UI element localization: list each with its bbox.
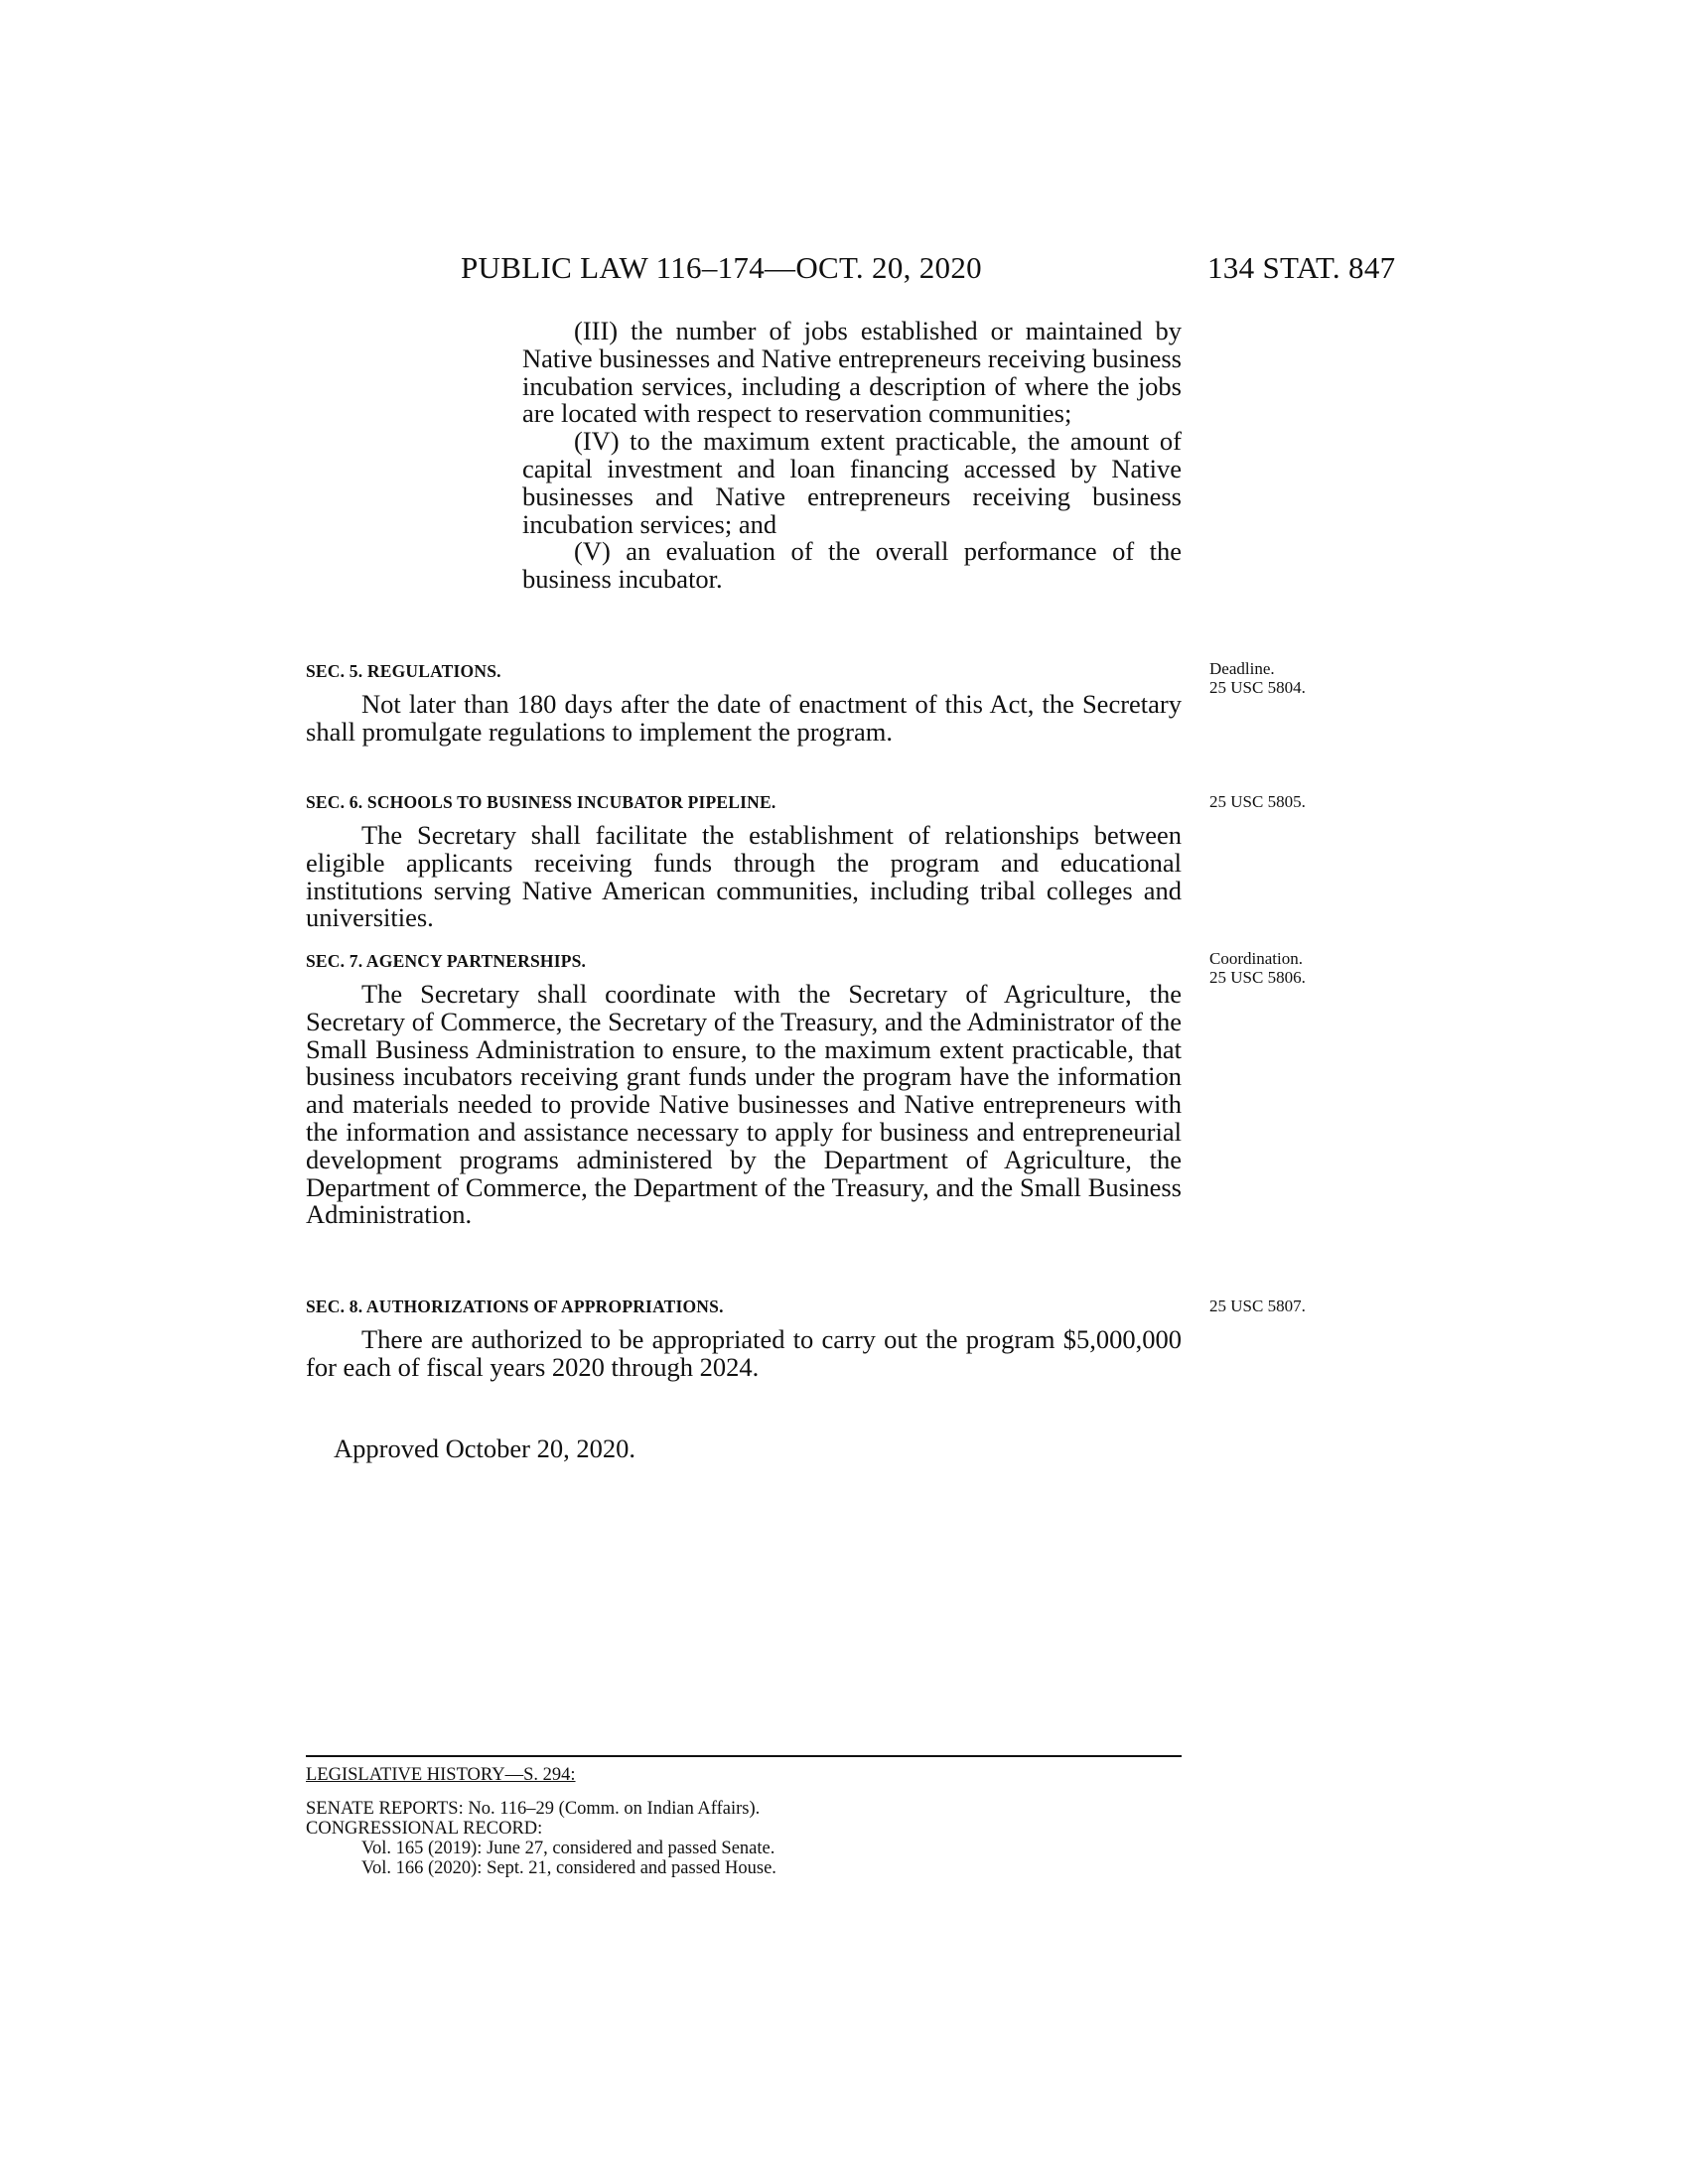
subclause-v: (V) an evaluation of the overall performance of the business incubator. (522, 536, 1182, 595)
subclause-iii: (III) the number of jobs established or maintained by Native businesses and Native entrepreneurs receiving business incubation services, including a description of where the jobs are located with respect to reservation communities; (522, 316, 1182, 429)
section-7-body (306, 981, 1182, 1229)
subclause-iv: (IV) to the maximum extent practicable, the amount of capital investment and loan financing accessed by Native businesses and Native entrepreneurs receiving business incubation services; and (522, 426, 1182, 539)
section-6-margin-note (1209, 792, 1306, 811)
legislative-history (306, 1765, 776, 1878)
section-5-text: Not later than 180 days after the date of enactment of this Act, the Secretary shall promulgate regulations to implement the program. (306, 689, 1182, 747)
section-6-text: The Secretary shall facilitate the establishment of relationships between eligible applicants receiving funds through the program and educational institutions serving Native American communities, including tribal colleges and universities. (306, 820, 1182, 933)
congressional-record-vol165: Vol. 165 (2019): June 27, considered and passed Senate. (361, 1839, 775, 1858)
section-5-note-2: 25 USC 5804. (1209, 678, 1306, 697)
running-header-title: PUBLIC LAW 116–174—OCT. 20, 2020 (461, 250, 982, 285)
section-8-heading: SEC. 8. AUTHORIZATIONS OF APPROPRIATIONS. (306, 1297, 724, 1316)
section-5-note-1: Deadline. (1209, 659, 1275, 678)
section-8-margin-note (1209, 1297, 1306, 1315)
congressional-record-label: CONGRESSIONAL RECORD: (306, 1819, 543, 1839)
legislative-history-title: LEGISLATIVE HISTORY—S. 294: (306, 1765, 576, 1785)
footnote-divider (306, 1755, 1182, 1757)
section-7-text: The Secretary shall coordinate with the Secretary of Agriculture, the Secretary of Commerce, the Secretary of the Treasury, and the Administrator of the Small Business Administration to ensure, to the maximum extent practicable, that business incubators receiving grant funds under the program have the information and materials needed to provide Native businesses and Native entrepreneurs with the information and assistance necessary to apply for business and entrepreneurial development programs administered by the Department of Agriculture, the Department of Commerce, the Department of the Treasury, and the Small Business Administration. (306, 979, 1182, 1230)
section-7-heading: SEC. 7. AGENCY PARTNERSHIPS. (306, 951, 587, 971)
section-7-note-1: Coordination. (1209, 949, 1303, 968)
section-8-text: There are authorized to be appropriated to carry out the program $5,000,000 for each of fiscal years 2020 through 2024. (306, 1324, 1182, 1382)
section-7-margin-note (1209, 949, 1306, 987)
section-6-note-1: 25 USC 5805. (1209, 792, 1306, 811)
section-8-note-1: 25 USC 5807. (1209, 1297, 1306, 1315)
section-5-heading: SEC. 5. REGULATIONS. (306, 661, 501, 681)
approval-date: Approved October 20, 2020. (334, 1433, 635, 1463)
section-6-body (306, 822, 1182, 932)
section-8-body (306, 1326, 1182, 1382)
subclause-list (522, 318, 1182, 594)
section-5-margin-note (1209, 659, 1306, 697)
section-7-note-2: 25 USC 5806. (1209, 968, 1306, 987)
senate-reports: SENATE REPORTS: No. 116–29 (Comm. on Indian Affairs). (306, 1799, 761, 1819)
section-5-body (306, 691, 1182, 747)
congressional-record-vol166: Vol. 166 (2020): Sept. 21, considered and passed House. (361, 1858, 776, 1878)
running-header-page: 134 STAT. 847 (1207, 250, 1396, 285)
section-6-heading: SEC. 6. SCHOOLS TO BUSINESS INCUBATOR PIPELINE. (306, 792, 776, 812)
